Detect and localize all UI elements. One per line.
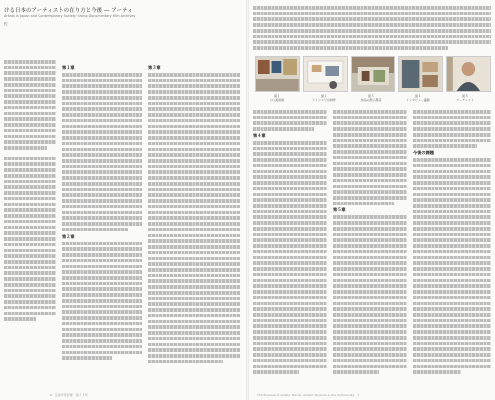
figure-4-caption: 図４ インタビュー撮影 <box>406 94 430 102</box>
top-text-block <box>253 6 491 52</box>
author-name: 佐 <box>4 22 8 26</box>
body-column-1 <box>62 64 142 362</box>
figure-2-caption: 図２ アトリエでの制作 <box>312 94 336 102</box>
right-page <box>249 0 495 400</box>
page-footer: 6 芸術学部紀要 第３１号 <box>50 393 88 397</box>
body-column-2 <box>148 64 240 365</box>
intro-text <box>4 60 56 321</box>
figure-5-caption: 図５ アーティスト <box>456 94 474 102</box>
figure-3-caption: 図３ 作品の展示風景 <box>360 94 382 102</box>
figure-4-photo <box>398 56 443 92</box>
page-title: ける日本のアーティストの在り方と今後 ― アーティ <box>4 8 133 14</box>
left-page <box>0 0 246 400</box>
figure-3-photo <box>351 56 396 92</box>
section-heading: 第３章 <box>148 65 161 70</box>
photo-strip <box>255 56 491 94</box>
figure-1-caption: 図１ ○○美術館 <box>269 94 285 102</box>
figure-2-photo <box>303 56 348 92</box>
body-column-4 <box>333 110 407 376</box>
section-heading: 第５章 <box>333 207 346 213</box>
page-subtitle: Artists in Japan and Contemporary Society: Using Documentary Film Archives <box>4 14 136 18</box>
figure-5-photo <box>446 56 491 92</box>
figure-1-photo <box>255 56 300 92</box>
section-heading: 今後の課題 <box>413 150 434 156</box>
section-heading: 第２章 <box>62 233 75 239</box>
page-footer: The Purpose of Artists' Places, Artists' Purpose in the Community 7 <box>257 393 360 397</box>
body-column-3 <box>253 110 327 376</box>
section-heading: 第４章 <box>253 132 266 138</box>
section-heading: 第１章 <box>62 65 75 70</box>
body-column-5 <box>413 110 491 376</box>
intro-column <box>4 60 56 323</box>
